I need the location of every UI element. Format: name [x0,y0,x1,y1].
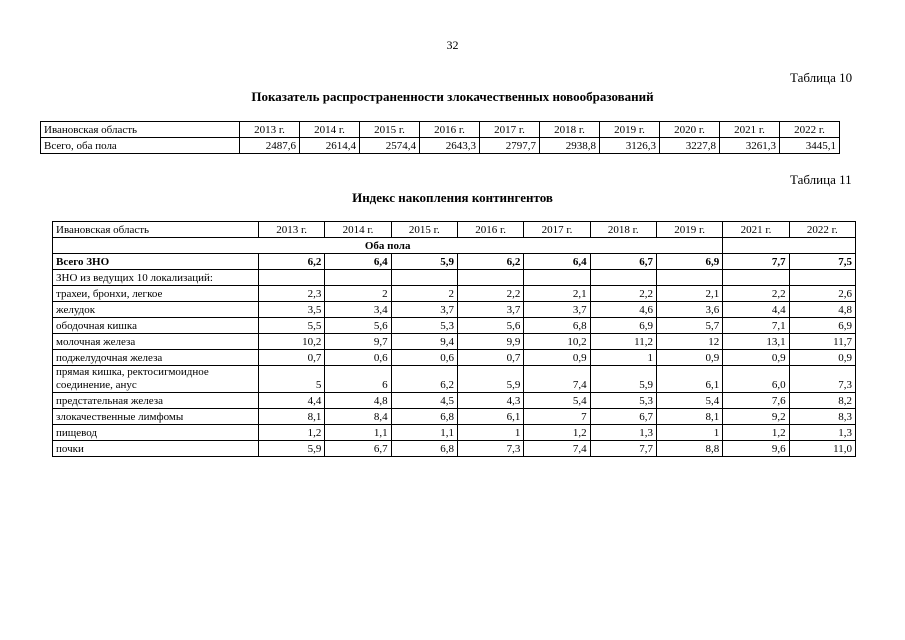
table11-header-cell: Ивановская область [53,222,259,238]
table10-header-cell: 2021 г. [720,122,780,138]
table-row [53,334,856,350]
table11-cell: 11,2 [590,334,656,350]
table11-empty-cell [590,270,656,286]
table11-header-row [53,222,856,238]
table-row [53,366,856,393]
table10-cell: 2938,8 [540,138,600,154]
table10-header-cell: 2017 г. [480,122,540,138]
table11-cell: 4,8 [789,302,855,318]
table11-cell: 3,7 [524,302,590,318]
table11-cell: 2 [325,286,391,302]
table11-header-cell: 2019 г. [656,222,722,238]
table10-header-cell: 2015 г. [360,122,420,138]
table11-row-label: пищевод [53,425,259,441]
table10-cell: 3445,1 [780,138,840,154]
table11-row-label: Всего ЗНО [53,254,259,270]
table11-cell: 0,6 [391,350,457,366]
table11-cell: 10,2 [259,334,325,350]
table10-cell: 2797,7 [480,138,540,154]
table11-cell: 6,7 [590,409,656,425]
table10-cell: 2574,4 [360,138,420,154]
table11-label: Таблица 11 [790,172,852,187]
table10 [40,121,840,154]
rectum-label-line2: соединение, анус [56,379,137,391]
table11-cell: 6,8 [391,441,457,457]
table11-row-label: трахеи, бронхи, легкое [53,286,259,302]
table10-header-cell: 2020 г. [660,122,720,138]
table11-cell: 2,2 [590,286,656,302]
table11-subheader: Оба пола [53,238,723,254]
table-row [53,409,856,425]
table-row [53,441,856,457]
table11-empty-cell [789,270,855,286]
table11-header-cell: 2016 г. [457,222,523,238]
table11-cell: 2,3 [259,286,325,302]
table11-cell: 7,4 [524,366,590,393]
table11-empty-cell [723,270,789,286]
table11 [52,221,856,457]
table11-cell: 5,7 [656,318,722,334]
table11-cell: 4,5 [391,393,457,409]
table11-cell: 9,7 [325,334,391,350]
table11-cell: 6,8 [391,409,457,425]
table11-cell: 9,9 [457,334,523,350]
table11-cell: 2,1 [656,286,722,302]
table11-cell: 5,6 [325,318,391,334]
table11-row-label: почки [53,441,259,457]
table11-header-cell: 2022 г. [789,222,855,238]
table11-row-label [53,366,259,393]
table10-header-cell: 2013 г. [240,122,300,138]
table11-subheader-row [53,238,856,254]
table-row [53,318,856,334]
table10-header-row [41,122,840,138]
table11-cell: 2,1 [524,286,590,302]
table-row [53,425,856,441]
table11-cell: 0,7 [259,350,325,366]
table11-empty-cell [325,270,391,286]
table11-total-row [53,254,856,270]
table11-cell: 5,5 [259,318,325,334]
table11-cell: 6,1 [656,366,722,393]
table11-cell: 5,4 [656,393,722,409]
table11-cell: 8,3 [789,409,855,425]
table11-cell: 2,2 [723,286,789,302]
table11-header-cell: 2017 г. [524,222,590,238]
table11-header-cell: 2014 г. [325,222,391,238]
table11-cell: 7,7 [723,254,789,270]
table11-cell: 6,7 [325,441,391,457]
table11-cell: 8,8 [656,441,722,457]
table11-cell: 7 [524,409,590,425]
table11-cell: 7,3 [457,441,523,457]
table11-empty-cell [391,270,457,286]
table11-cell: 4,3 [457,393,523,409]
table11-cell: 2,6 [789,286,855,302]
table-row [53,393,856,409]
table11-header-cell: 2013 г. [259,222,325,238]
table11-empty-cell [457,270,523,286]
table11-cell: 3,5 [259,302,325,318]
table11-row-label: желудок [53,302,259,318]
table-row [53,302,856,318]
table11-cell: 5,9 [259,441,325,457]
table11-cell: 3,6 [656,302,722,318]
table11-cell: 6 [325,366,391,393]
table11-cell: 7,4 [524,441,590,457]
table10-header-cell: 2016 г. [420,122,480,138]
table11-cell: 5,6 [457,318,523,334]
table11-cell: 6,9 [656,254,722,270]
table11-cell: 3,4 [325,302,391,318]
table11-cell: 1,2 [524,425,590,441]
table11-cell: 5,3 [590,393,656,409]
table10-header-cell: 2018 г. [540,122,600,138]
table10-cell: 2487,6 [240,138,300,154]
table11-empty-cell [656,270,722,286]
table11-header-cell: 2015 г. [391,222,457,238]
table11-cell: 1,3 [590,425,656,441]
table11-cell: 1,1 [325,425,391,441]
table11-cell: 1,2 [723,425,789,441]
table11-cell: 7,5 [789,254,855,270]
table11-cell: 2 [391,286,457,302]
table11-cell: 11,0 [789,441,855,457]
table11-cell: 4,6 [590,302,656,318]
table11-cell: 9,6 [723,441,789,457]
table11-section-label: ЗНО из ведущих 10 локализаций: [53,270,259,286]
rectum-label-line1: прямая кишка, ректосигмоидное [56,366,209,378]
table11-cell: 6,7 [590,254,656,270]
table11-cell: 0,6 [325,350,391,366]
table10-title: Показатель распространенности злокачественных новообразований [251,89,654,104]
table11-cell: 0,9 [656,350,722,366]
table11-cell: 12 [656,334,722,350]
table11-cell: 6,4 [524,254,590,270]
table11-cell: 8,1 [656,409,722,425]
table11-cell: 7,3 [789,366,855,393]
table11-cell: 6,2 [391,366,457,393]
table11-cell: 7,6 [723,393,789,409]
table-row [53,350,856,366]
table11-cell: 5,4 [524,393,590,409]
table11-cell: 5,9 [457,366,523,393]
table10-cell: 2643,3 [420,138,480,154]
table11-cell: 7,1 [723,318,789,334]
table11-cell: 9,2 [723,409,789,425]
table11-cell: 0,9 [789,350,855,366]
table11-row-label: поджелудочная железа [53,350,259,366]
table11-cell: 6,2 [259,254,325,270]
table10-header-cell: 2022 г. [780,122,840,138]
page-number: 32 [446,38,459,52]
table10-row-label: Всего, оба пола [41,138,240,154]
table11-row-label: предстательная железа [53,393,259,409]
table11-cell: 2,2 [457,286,523,302]
table11-cell: 6,8 [524,318,590,334]
table11-cell: 1 [656,425,722,441]
table11-row-label: ободочная кишка [53,318,259,334]
table11-cell: 1 [590,350,656,366]
table11-cell: 5,9 [590,366,656,393]
table11-cell: 6,4 [325,254,391,270]
table11-cell: 1,3 [789,425,855,441]
table11-cell: 1,1 [391,425,457,441]
table11-title: Индекс накопления контингентов [352,190,553,205]
table11-cell: 0,9 [524,350,590,366]
table11-cell: 3,7 [457,302,523,318]
table11-header-cell: 2021 г. [723,222,789,238]
table11-cell: 6,9 [590,318,656,334]
table11-cell: 8,4 [325,409,391,425]
table11-cell: 1,2 [259,425,325,441]
table11-cell: 4,8 [325,393,391,409]
table10-cell: 3261,3 [720,138,780,154]
table11-cell: 0,9 [723,350,789,366]
table10-cell: 2614,4 [300,138,360,154]
table11-cell: 6,2 [457,254,523,270]
table11-cell: 10,2 [524,334,590,350]
table10-cell: 3126,3 [600,138,660,154]
table11-cell: 6,9 [789,318,855,334]
table10-label: Таблица 10 [790,70,853,85]
table11-cell: 6,0 [723,366,789,393]
table10-cell: 3227,8 [660,138,720,154]
table11-cell: 13,1 [723,334,789,350]
table11-empty-cell [259,270,325,286]
table11-cell: 5 [259,366,325,393]
table11-row-label: молочная железа [53,334,259,350]
table10-header-cell: Ивановская область [41,122,240,138]
table11-subheader-blank [723,238,856,254]
table11-cell: 0,7 [457,350,523,366]
table11-cell: 8,1 [259,409,325,425]
table11-cell: 1 [457,425,523,441]
table11-cell: 8,2 [789,393,855,409]
table11-header-cell: 2018 г. [590,222,656,238]
table11-cell: 7,7 [590,441,656,457]
table-row [41,138,840,154]
table11-cell: 4,4 [259,393,325,409]
table10-header-cell: 2014 г. [300,122,360,138]
table11-cell: 5,3 [391,318,457,334]
table11-empty-cell [524,270,590,286]
table10-header-cell: 2019 г. [600,122,660,138]
table-row [53,286,856,302]
table11-section-row [53,270,856,286]
table11-cell: 6,1 [457,409,523,425]
table11-cell: 11,7 [789,334,855,350]
table11-cell: 4,4 [723,302,789,318]
table11-cell: 3,7 [391,302,457,318]
table11-cell: 5,9 [391,254,457,270]
table11-cell: 9,4 [391,334,457,350]
table11-row-label: злокачественные лимфомы [53,409,259,425]
